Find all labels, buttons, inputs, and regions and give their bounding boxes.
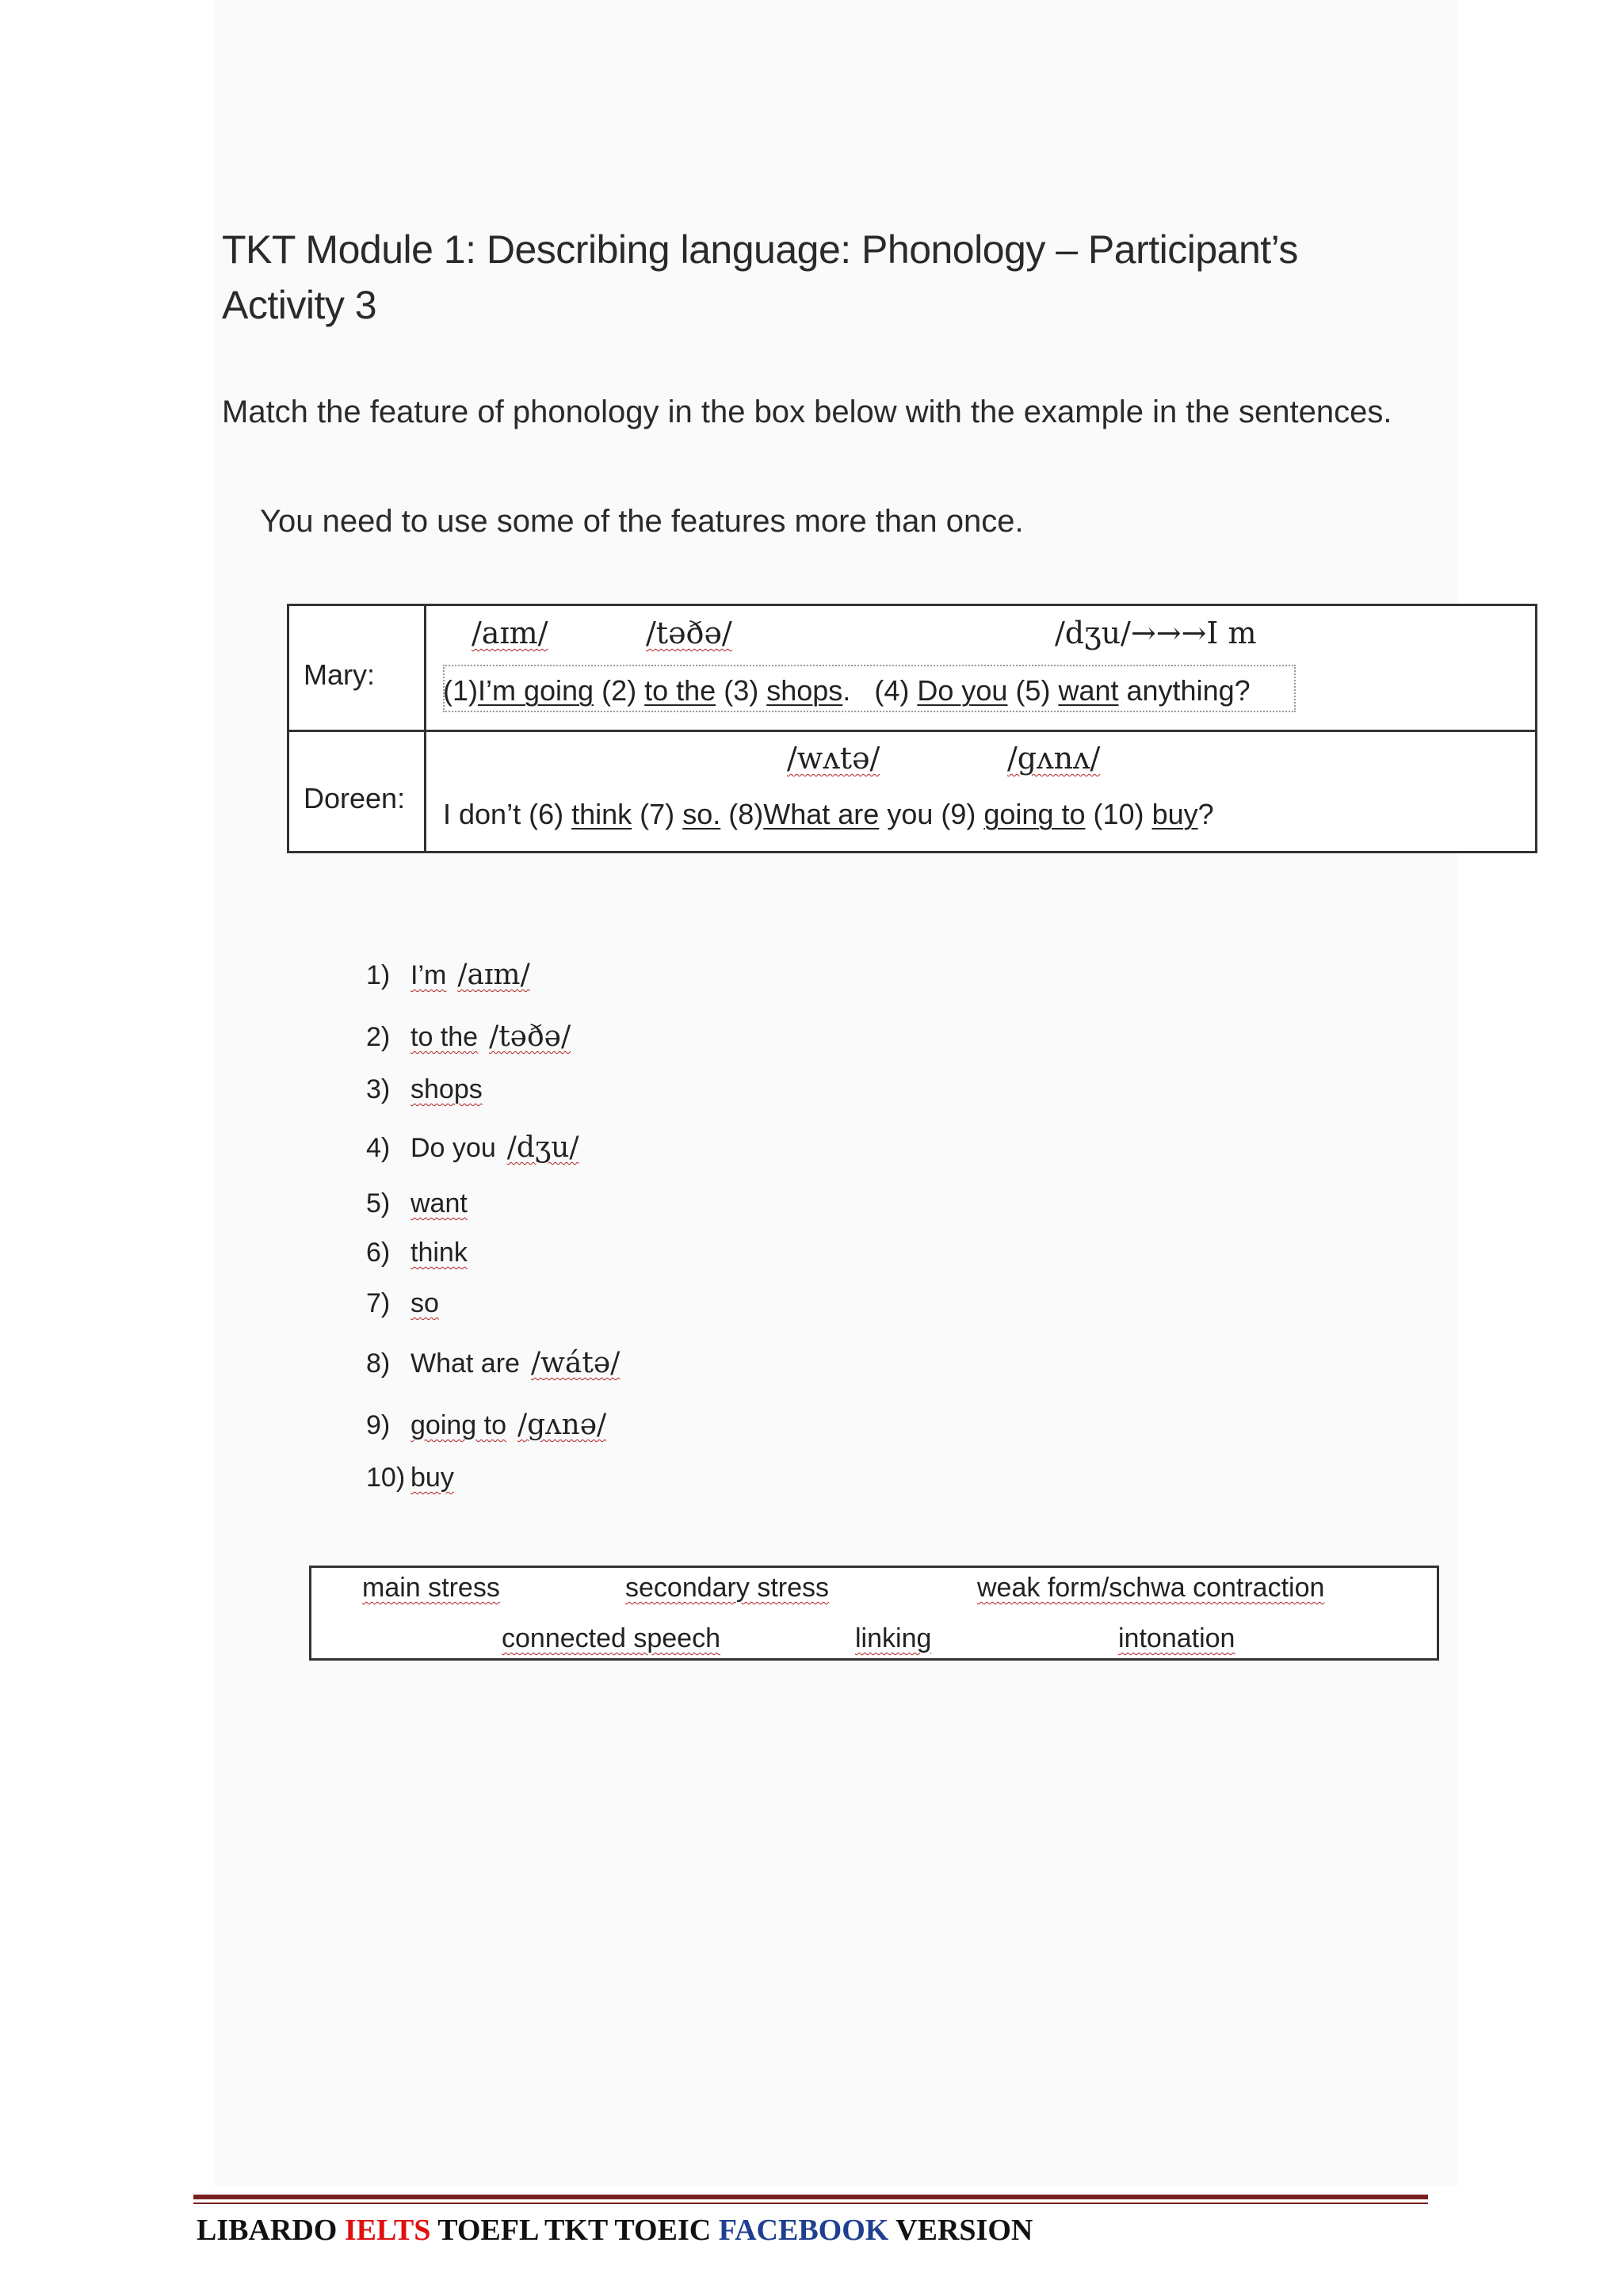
table-column-divider xyxy=(424,606,426,851)
doreen-ipa-what-are: /wʌtə/ xyxy=(787,741,880,776)
feature-weak-form: weak form/schwa contraction xyxy=(977,1573,1325,1603)
feature-main-stress: main stress xyxy=(362,1573,500,1603)
doreen-ipa-going-to: /gʌnʌ/ xyxy=(1007,741,1101,776)
footer-rule-thin xyxy=(193,2203,1428,2204)
mary-ipa-to-the: /təðə/ xyxy=(646,616,732,650)
instruction-repeat: You need to use some of the features more than once. xyxy=(260,504,1024,539)
mary-ipa-do-you: /dʒu/→→→I m xyxy=(1055,616,1257,650)
list-item: 7) so xyxy=(366,1288,439,1318)
list-item: 4) Do you /dʒu/ xyxy=(366,1131,579,1164)
list-item: 5) want xyxy=(366,1188,468,1219)
speaker-mary: Mary: xyxy=(304,658,375,691)
mary-sentence: (1)I’m going (2) to the (3) shops. (4) Do you (5) want anything? xyxy=(443,674,1251,707)
feature-linking: linking xyxy=(855,1623,932,1653)
speaker-doreen: Doreen: xyxy=(304,782,406,814)
table-row-divider xyxy=(289,730,1535,732)
list-item: 2) to the /təðə/ xyxy=(366,1020,571,1053)
feature-secondary-stress: secondary stress xyxy=(625,1573,829,1603)
mary-ipa-im: /aɪm/ xyxy=(472,616,548,650)
list-item: 1) I’m /aɪm/ xyxy=(366,959,530,991)
footer-rule-thick xyxy=(193,2195,1428,2199)
list-item: 8) What are /wátə/ xyxy=(366,1347,621,1379)
list-item: 6) think xyxy=(366,1238,468,1268)
features-box xyxy=(309,1566,1439,1661)
instruction-match: Match the feature of phonology in the box below with the example in the sentences. xyxy=(222,395,1392,429)
title-line-2: Activity 3 xyxy=(222,283,377,327)
page-title xyxy=(222,222,1298,333)
footer-credit: LIBARDO IELTS TOEFL TKT TOEIC FACEBOOK VERSION xyxy=(197,2214,1033,2247)
list-item: 3) shops xyxy=(366,1074,483,1104)
feature-intonation: intonation xyxy=(1118,1623,1235,1653)
list-item: 9) going to /gʌnə/ xyxy=(366,1409,607,1441)
dialogue-table xyxy=(287,604,1537,853)
list-item: 10) buy xyxy=(366,1463,454,1493)
doreen-sentence: I don’t (6) think (7) so. (8)What are you (9) going to (10) buy? xyxy=(443,798,1214,830)
feature-connected-speech: connected speech xyxy=(502,1623,720,1653)
title-line-1: TKT Module 1: Describing language: Phonology – Participant’s xyxy=(222,227,1298,272)
